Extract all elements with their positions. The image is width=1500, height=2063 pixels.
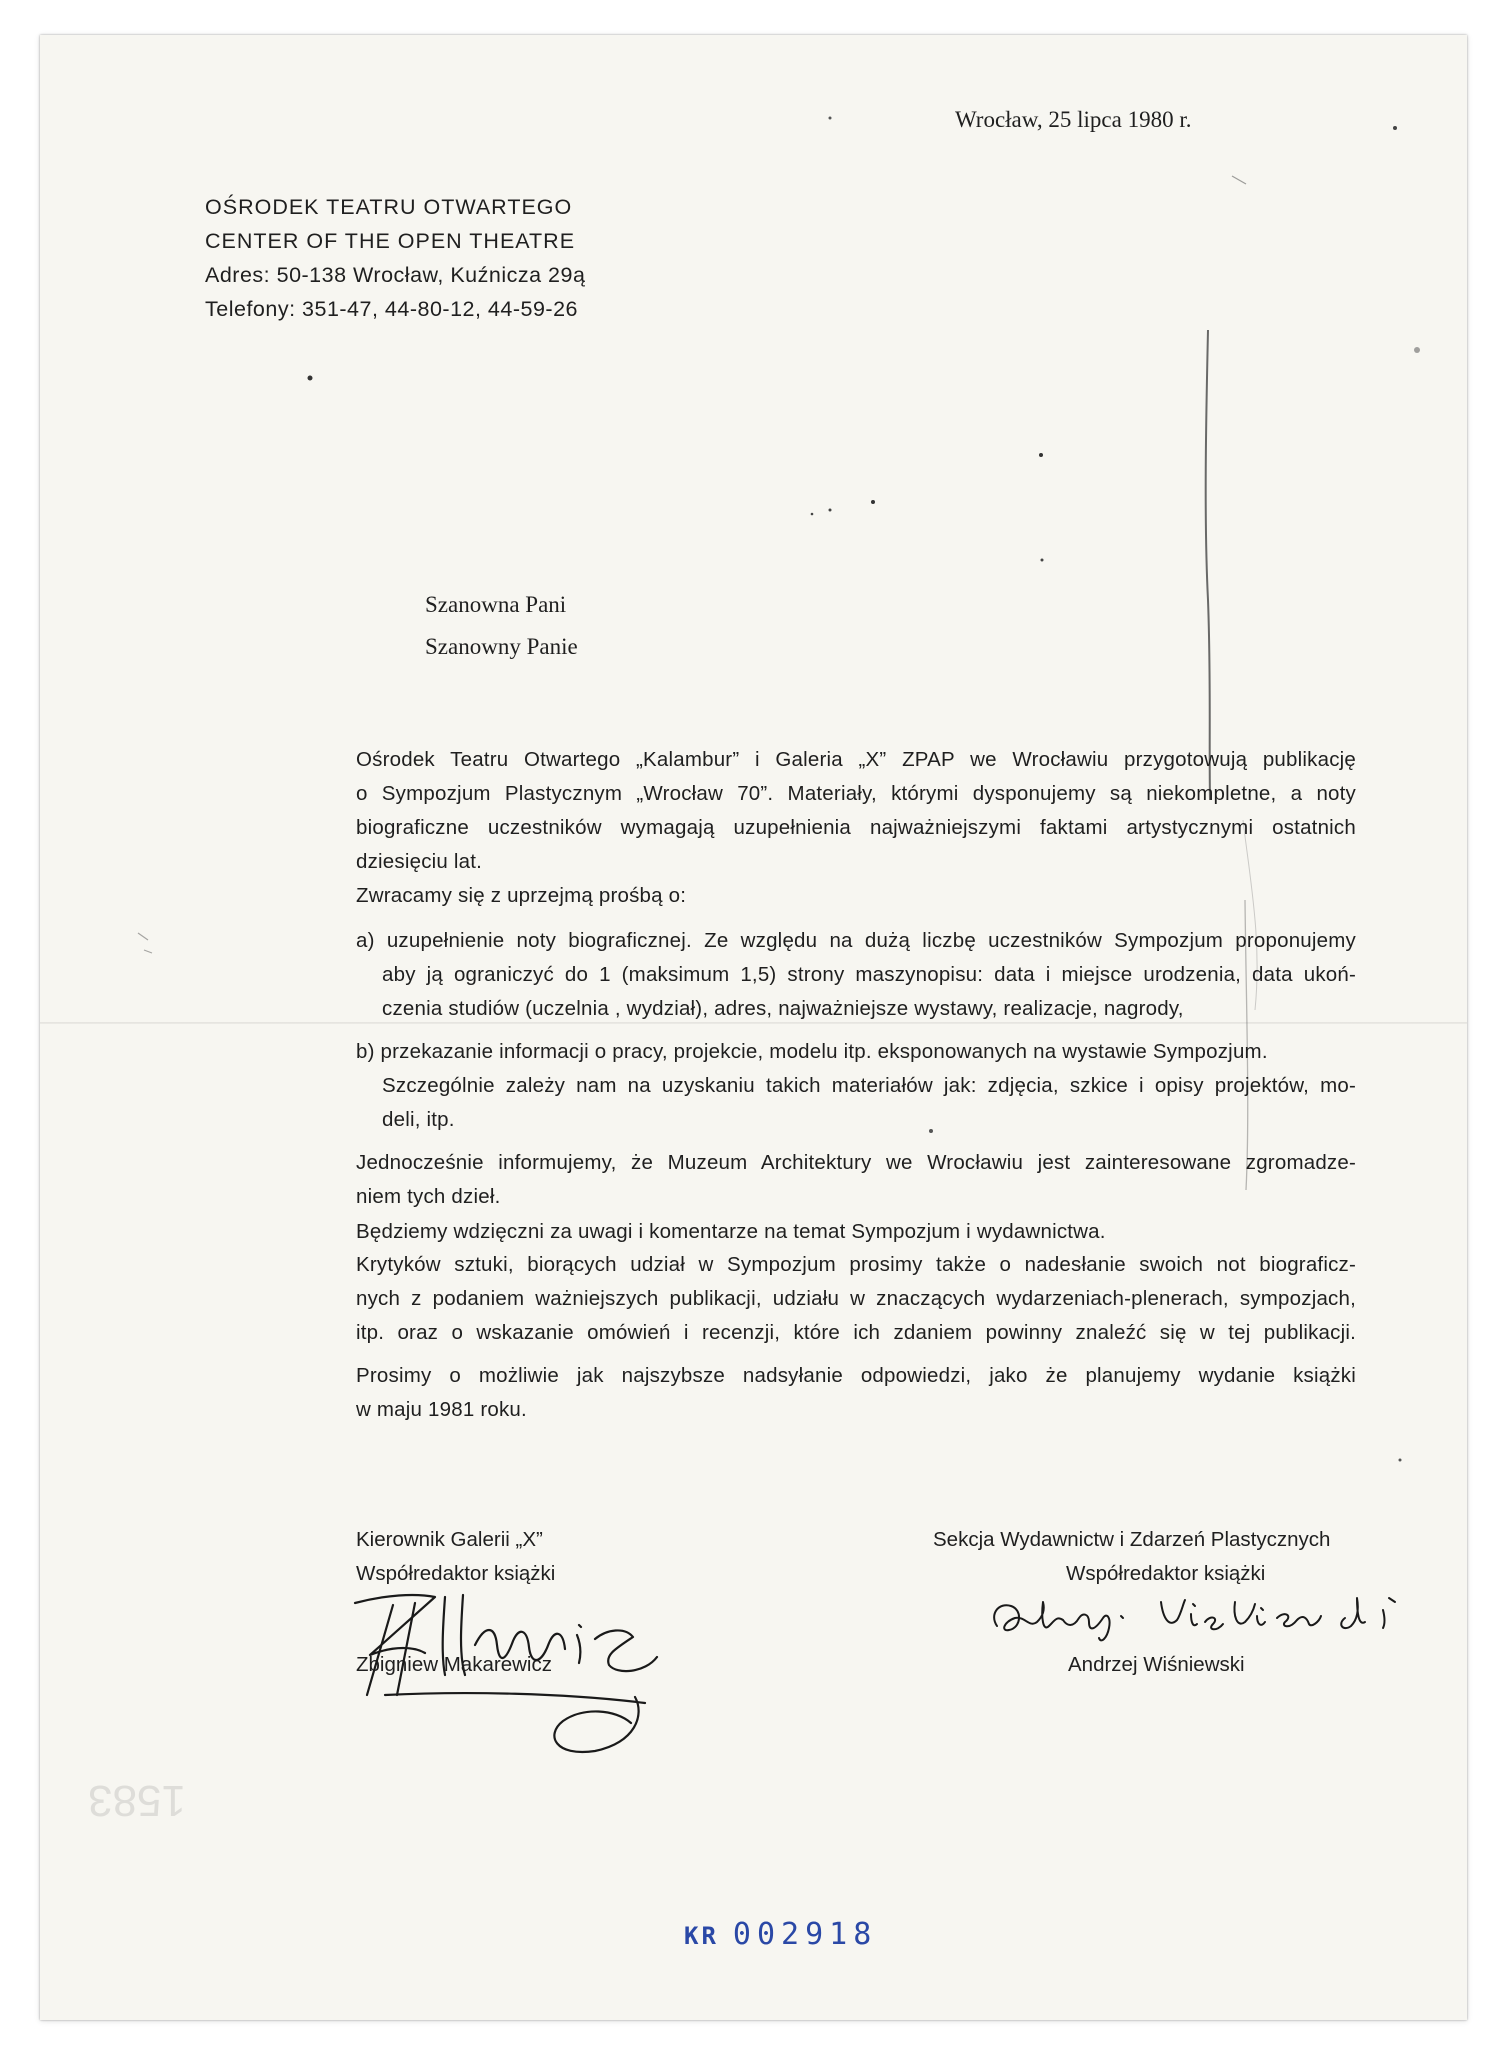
- list-item-b-line-3: deli, itp.: [382, 1108, 455, 1131]
- list-item-b-line-1: b) przekazanie informacji o pracy, projekcie, modelu itp. eksponowanych na wystawie Sympozjum.: [356, 1040, 1268, 1063]
- body-p2: Zwracamy się z uprzejmą prośbą o:: [356, 884, 687, 907]
- letterhead-name-en: CENTER OF THE OPEN THEATRE: [205, 229, 576, 253]
- stamp-number: 002918: [732, 1917, 878, 1952]
- salutation-line-2: Szanowny Panie: [425, 634, 578, 659]
- stamp-prefix: KR: [684, 1922, 719, 1950]
- pen-stroke-mark: [1206, 330, 1210, 800]
- body-p1-line-2: o Sympozjum Plastycznym „Wrocław 70”. Materiały, którymi dysponujemy są niekompletne, a noty: [356, 782, 1356, 805]
- list-item-a-line-2: aby ją ograniczyć do 1 (maksimum 1,5) strony maszynopisu: data i miejsce urodzenia, data ukoń-: [382, 963, 1356, 986]
- right-signatory-role: Współredaktor książki: [1066, 1562, 1266, 1585]
- body-p6-line-2: w maju 1981 roku.: [356, 1398, 527, 1421]
- body-p1-line-4: dziesięciu lat.: [356, 850, 483, 873]
- show-through-number: 1583: [88, 1776, 186, 1825]
- list-item-b-line-2: Szczególnie zależy nam na uzyskaniu takich materiałów jak: zdjęcia, szkice i opisy projektów, mo-: [382, 1074, 1356, 1097]
- body-p1-line-1: Ośrodek Teatru Otwartego „Kalambur” i Galeria „X” ZPAP we Wrocławiu przygotowują publikację: [356, 748, 1356, 771]
- letterhead-name-pl: OŚRODEK TEATRU OTWARTEGO: [205, 195, 573, 219]
- left-signatory-role: Współredaktor książki: [356, 1562, 556, 1585]
- body-p3-line-2: niem tych dzieł.: [356, 1185, 501, 1208]
- letterhead-phones: Telefony: 351-47, 44-80-12, 44-59-26: [205, 297, 578, 321]
- left-handwritten-signature: [345, 1585, 725, 1755]
- left-signatory-name: Zbigniew Makarewicz: [356, 1653, 552, 1676]
- letterhead: [205, 190, 585, 326]
- registry-stamp: [684, 1917, 877, 1952]
- letter-date: Wrocław, 25 lipca 1980 r.: [955, 107, 1192, 132]
- body-p5-line-3: itp. oraz o wskazanie omówień i recenzji, które ich zdaniem powinny znaleźć się w tej publikacji.: [356, 1321, 1356, 1344]
- body-p4: Będziemy wdzięczni za uwagi i komentarze na temat Sympozjum i wydawnictwa.: [356, 1220, 1106, 1243]
- right-handwritten-signature: [985, 1588, 1425, 1648]
- body-p6-line-1: Prosimy o możliwie jak najszybsze nadsyłanie odpowiedzi, jako że planujemy wydanie książki: [356, 1364, 1356, 1387]
- left-signatory-title: Kierownik Galerii „X”: [356, 1528, 543, 1551]
- right-signatory-title: Sekcja Wydawnictw i Zdarzeń Plastycznych: [933, 1528, 1331, 1551]
- right-signatory-name: Andrzej Wiśniewski: [1068, 1653, 1245, 1676]
- list-item-a-line-3: czenia studiów (uczelnia , wydział), adres, najważniejsze wystawy, realizacje, nagrody,: [382, 997, 1184, 1020]
- salutation-line-1: Szanowna Pani: [425, 592, 567, 617]
- body-p3-line-1: Jednocześnie informujemy, że Muzeum Architektury we Wrocławiu jest zainteresowane zgromadze-: [356, 1151, 1356, 1174]
- letterhead-address: Adres: 50-138 Wrocław, Kuźnicza 29ą: [205, 263, 586, 287]
- body-p5-line-2: nych z podaniem ważniejszych publikacji, udziału w znaczących wydarzeniach-plenerach, sympozjach,: [356, 1287, 1356, 1310]
- list-item-a-line-1: a) uzupełnienie noty biograficznej. Ze względu na dużą liczbę uczestników Sympozjum proponujemy: [356, 929, 1356, 952]
- body-p1-line-3: biograficzne uczestników wymagają uzupełnienia najważniejszymi faktami artystycznymi ostatnich: [356, 816, 1356, 839]
- body-p5-line-1: Krytyków sztuki, biorących udział w Sympozjum prosimy także o nadesłanie swoich not biograficz-: [356, 1253, 1356, 1276]
